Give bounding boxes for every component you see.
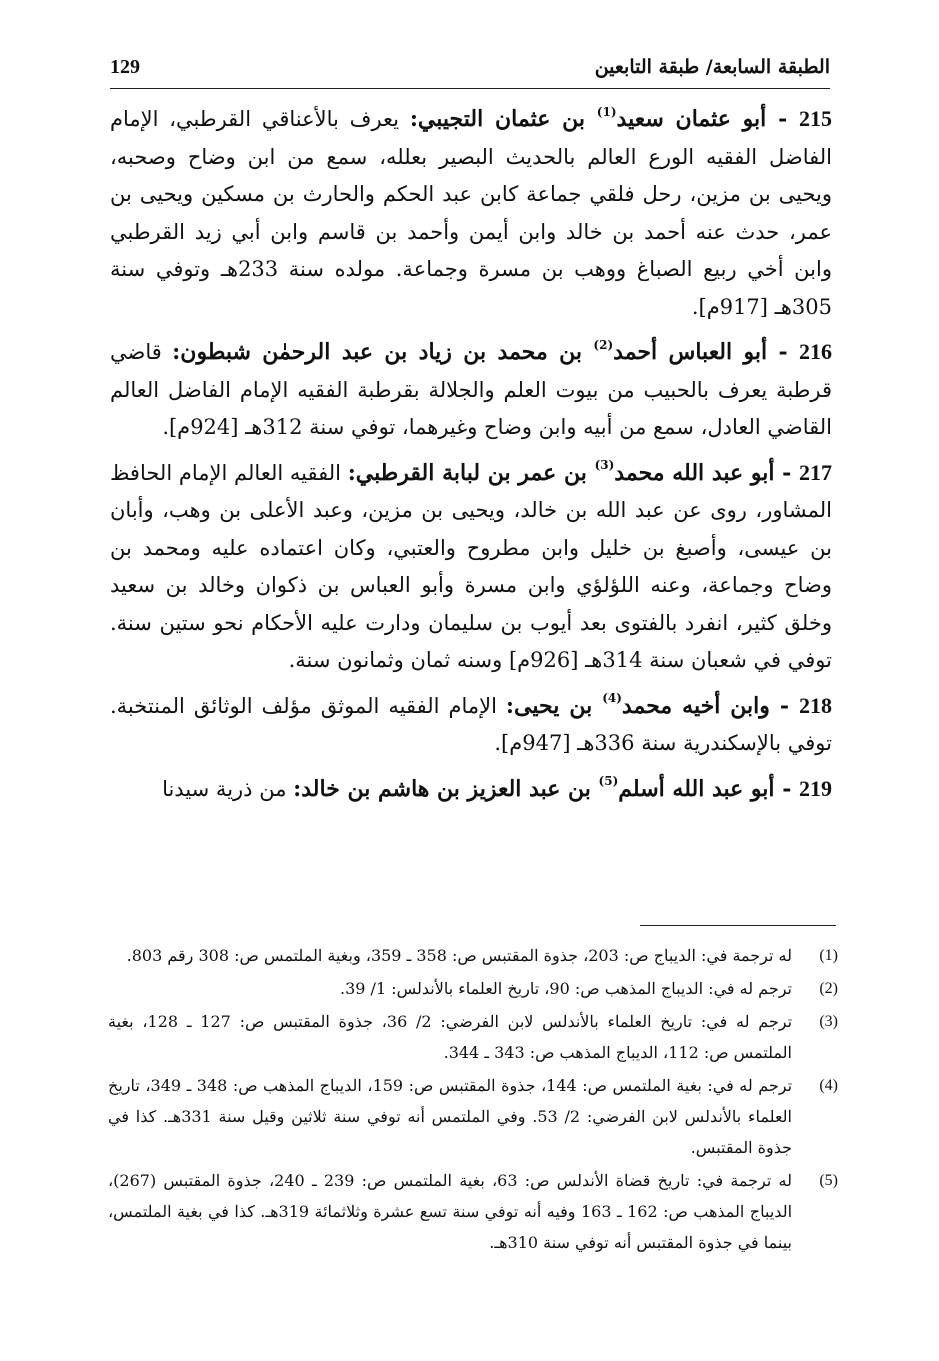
footnote-ref: (2) xyxy=(593,337,614,352)
main-text xyxy=(110,100,832,815)
entry-dash: - xyxy=(774,775,799,802)
page-header xyxy=(110,48,830,89)
entry-217 xyxy=(110,454,832,680)
entry-name-rest: بن عثمان التجيبي: xyxy=(409,106,597,132)
footnote-number: (3) xyxy=(819,1013,838,1030)
footnote-ref: (1) xyxy=(596,104,617,119)
footnote-1 xyxy=(108,940,838,971)
footnotes xyxy=(108,940,838,1260)
footnote-2 xyxy=(108,973,838,1004)
entry-name-rest: بن عبد العزيز بن هاشم بن خالد: xyxy=(293,775,599,802)
entry-text: قاضي قرطبة يعرف بالحبيب من بيوت العلم والجلالة بقرطبة الفقيه الإمام الفاضل العالم القاضي العادل، سمع من أبيه وابن وضاح وغيرهما، توفي سنة 312هـ [924م]. xyxy=(110,340,832,439)
entry-number: 218 xyxy=(799,692,833,718)
running-title: الطبقة السابعة/ طبقة التابعين xyxy=(594,56,830,78)
footnote-separator xyxy=(640,925,836,926)
footnote-number: (1) xyxy=(819,947,838,964)
entry-216 xyxy=(110,333,832,447)
footnote-ref: (4) xyxy=(602,691,622,706)
entry-number: 219 xyxy=(799,775,832,801)
entry-name: أبو عبد الله محمد xyxy=(614,459,775,486)
entry-name-rest: بن يحيى: xyxy=(505,692,603,719)
entry-number: 215 xyxy=(799,106,833,131)
footnote-4 xyxy=(108,1070,838,1163)
entry-heading xyxy=(172,339,832,365)
entry-219 xyxy=(110,770,832,809)
footnote-number: (2) xyxy=(819,980,838,997)
entry-215 xyxy=(110,100,832,326)
entry-name-rest: بن محمد بن زياد بن عبد الرحمٰن شبطون: xyxy=(172,339,594,365)
entry-dash: - xyxy=(774,459,799,486)
entry-dash: - xyxy=(766,106,800,132)
footnote-number: (5) xyxy=(819,1172,838,1189)
entry-dash: - xyxy=(767,339,799,365)
footnote-3 xyxy=(108,1006,838,1068)
entry-name: أبو العباس أحمد xyxy=(613,339,768,365)
footnote-ref: (5) xyxy=(598,774,619,789)
entry-text: يعرف بالأعناقي القرطبي، الإمام الفاضل الفقيه الورع العالم بالحديث البصير بعلله، سمع من ابن وضاح وصحبه، ويحيى بن مزين، رحل فلقي جماعة كابن عبد الحكم والحارث بن مسكين ويحيى بن عمر، حدث عنه أحمد بن خالد وابن أيمن وأحمد بن قاسم وابن أبي زيد القرطبي وابن أخي ربيع الصباغ ووهب بن مسرة وجماعة. مولده سنة 233هـ وتوفي سنة 305هـ [917م]. xyxy=(110,107,832,319)
entry-name-rest: بن عمر بن لبابة القرطبي: xyxy=(347,459,595,486)
footnote-text: ترجم له في: تاريخ العلماء بالأندلس لابن الفرضي: 2/ 36، جذوة المقتبس ص: 127 ـ 128، بغية الملتمس ص: 112، الديباج المذهب ص: 343 ـ 344. xyxy=(108,1012,793,1062)
page-number: 129 xyxy=(110,56,140,78)
footnote-5 xyxy=(108,1165,838,1258)
entry-name: أبو عبد الله أسلم xyxy=(618,775,775,802)
entry-text: الفقيه العالم الإمام الحافظ المشاور، روى عن عبد الله بن خالد، ويحيى بن مزين، وعبد الأعلى بن وهب، وأبان بن عيسى، وأصبغ بن خليل وابن مطروح والعتبي، وكان اعتماده عليه ومحمد بن وضاح وجماعة، وعنه اللؤلؤي وابن مسرة وأبو العباس بن ذكوان وخالد بن سعيد وخلق كثير، انفرد بالفتوى بعد أيوب بن سليمان ودارت عليه الأحكام نحو ستين سنة. توفي في شعبان سنة 314هـ [926م] وسنه ثمان وثمانون سنة. xyxy=(110,460,832,672)
entry-name: وابن أخيه محمد xyxy=(621,692,770,719)
entry-text: الإمام الفقيه الموثق مؤلف الوثائق المنتخبة. توفي بالإسكندرية سنة 336هـ [947م]. xyxy=(110,693,832,755)
footnote-text: ترجم له في: بغية الملتمس ص: 144، جذوة المقتبس ص: 159، الديباج المذهب ص: 348 ـ 349، تاريخ العلماء بالأندلس لابن الفرضي: 2/ 53. وفي الملتمس أنه توفي سنة ثلاثين وقيل سنة 331هـ. كذا في جذوة المقتبس. xyxy=(108,1076,793,1157)
footnote-text: له ترجمة في: الديباج ص: 203، جذوة المقتبس ص: 358 ـ 359، وبغية الملتمس ص: 308 رقم 803. xyxy=(126,946,792,965)
footnote-text: له ترجمة في: تاريخ قضاة الأندلس ص: 63، بغية الملتمس ص: 239 ـ 240، جذوة المقتبس (267)، الديباج المذهب ص: 162 ـ 163 وفيه أنه توفي سنة تسع عشرة وثلاثمائة 319هـ. كذا في بغية الملتمس، بينما في جذوة المقتبس أنه توفي سنة 310هـ. xyxy=(108,1171,793,1252)
entry-heading xyxy=(410,106,832,132)
footnote-text: ترجم له في: الديباج المذهب ص: 90، تاريخ العلماء بالأندلس: 1/ 39. xyxy=(340,979,792,998)
entry-heading xyxy=(506,693,832,719)
entry-name: أبو عثمان سعيد xyxy=(616,106,767,132)
entry-218 xyxy=(110,687,832,763)
entry-heading xyxy=(348,460,832,486)
footnote-ref: (3) xyxy=(594,458,615,473)
entry-text: من ذرية سيدنا xyxy=(162,776,294,801)
footnote-number: (4) xyxy=(819,1077,838,1094)
entry-number: 216 xyxy=(799,339,832,364)
entry-dash: - xyxy=(769,692,800,719)
entry-number: 217 xyxy=(798,459,832,485)
entry-heading xyxy=(293,776,832,802)
